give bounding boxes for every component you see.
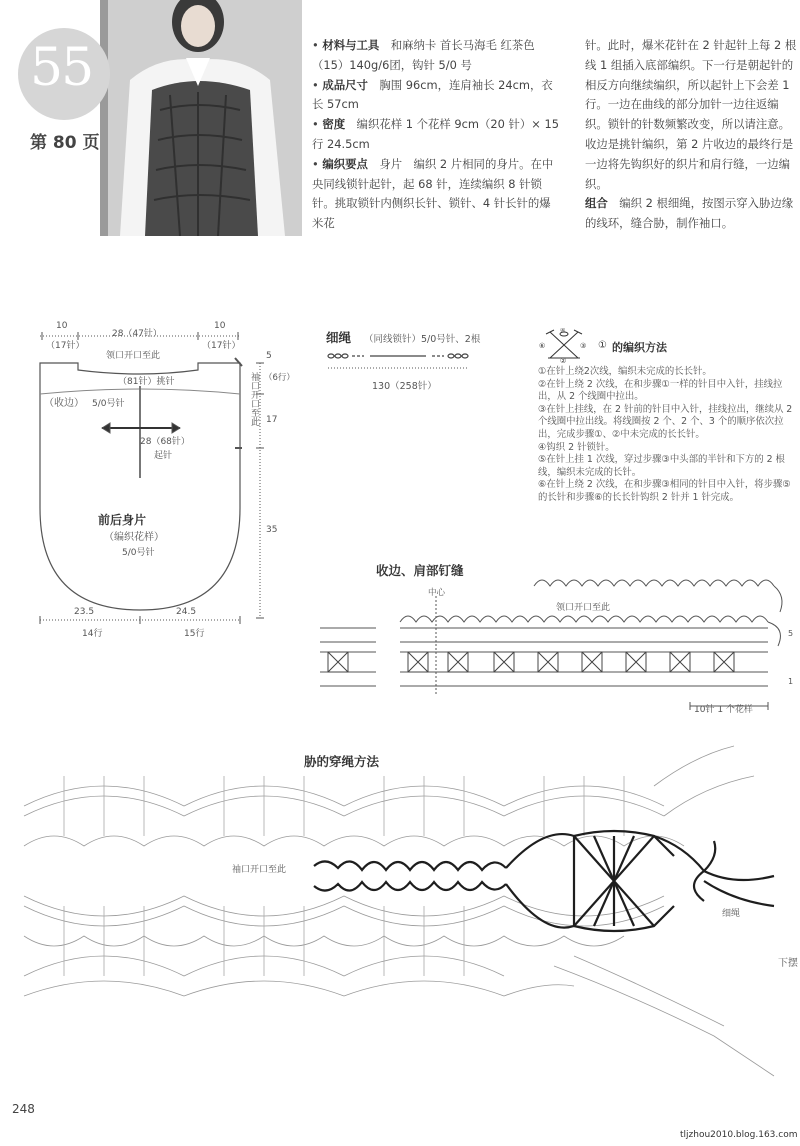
cord-spec: （同线锁针）5/0号针、2根 [364,334,481,345]
method-step: ⑥在针上绕 2 次线，在和步骤③相同的针目中入针，将步骤⑤的长针和步骤⑥的长长针钩织 2 针并 1 针完成。 [538,479,791,503]
knitting-points-cont: 针。此时，爆米花针在 2 针起针上每 2 根线 1 组插入底部编织。下一行是朝起针的相反方向继续编织，所以起针上下会差 1 行。一边在曲线的部分加针一边往返编织。锁针的针数频繁改变，所以请注意。收边是挑针编织，第 2 片收边的最终行是一边将先钩织好的织片和肩行缝，一边编织。 [585,38,797,191]
edge-label: （收边） [44,398,84,409]
bottom-left-dim: 23.5 [74,607,95,617]
right-dim-17: 17 [266,415,278,425]
edge-center-label: 中心 [428,588,446,598]
side-lacing-diagram [14,736,800,1096]
edge-diagram [316,556,800,716]
right-dim-35: 35 [266,525,278,535]
edge-diagram-title: 收边、肩部钉缝 [376,563,464,578]
neck-opening-label: 领口开口至此 [106,351,161,361]
cord-length: 130（258针） [372,381,437,392]
edge-neck-label: 领口开口至此 [556,603,611,613]
edge-repeat-label: 10针 1 个花样 [694,705,753,715]
cord-title: 细绳 [326,330,352,345]
piece-pattern: （编织花样） [104,532,164,543]
dim-top-right: 10 [214,321,226,331]
start-count: 28（68针） [140,437,190,447]
method-step: ⑤在针上挂 1 次线，穿过步骤③中头部的半针和下方的 2 根线，编织未完成的长针。 [538,454,785,478]
edge-row-5: 5 [788,629,794,638]
method-step: ②在针上绕 2 次线，在和步骤①一样的针目中入针，挂线拉出，从 2 个线圈中拉出。 [538,378,783,403]
svg-text:②: ② [560,357,567,364]
start-label: 起针 [154,451,173,461]
stitch-symbol [538,328,596,364]
method-title: 的编织方法 [612,341,667,354]
body-piece-diagram [30,318,310,658]
edge-row-1: 1 [788,677,794,686]
model-photo [100,0,302,236]
sts-top-left: （17针） [46,341,85,351]
cuff-opening-label: 袖口开口至此 [249,372,259,426]
method-steps [538,366,796,505]
watermark: tljzhou2010.blog.163.com [680,1130,798,1140]
svg-text:⑥: ⑥ [539,342,546,350]
side-hem-label: 下摆 [778,958,798,969]
dim-top-left: 10 [56,321,68,331]
bottom-left-rows: 14行 [82,629,103,639]
dim-top-mid: 28（47针） [112,329,162,339]
side-cord-label: 细绳 [722,909,741,919]
svg-text:④: ④ [560,328,566,334]
materials: • 材料与工具 和麻纳卡 首长马海毛 红茶色（15）140g/6团，钩针 5/0 号 [312,38,535,72]
method-step: ④钩织 2 针锁针。 [538,441,615,453]
bottom-right-rows: 15行 [184,629,205,639]
method-step: ①在针上绕2次线，编织未完成的长长针。 [538,366,712,377]
assembly: 组合 编织 2 根细绳，按图示穿入胁边缘的线环，缝合胁，制作袖口。 [585,196,794,231]
side-diagram-title: 胁的穿绳方法 [304,754,380,769]
cord-diagram [326,350,506,380]
right-dim-5: 5 [266,351,272,361]
model-photo-graphic [100,0,302,236]
sts-top-right: （17针） [202,341,241,351]
piece-hook: 5/0号针 [122,548,155,558]
page-number: 248 [12,1102,35,1116]
pickup-label: （81针）挑针 [118,377,175,387]
piece-title: 前后身片 [98,513,147,527]
side-cuff-label: 袖口开口至此 [232,865,287,875]
page-reference: 第 80 页 [30,133,100,153]
method-step: ③在针上挂线，在 2 针前的针目中入针，挂线拉出，继续从 2 个线圈中拉出线。将线圈按 2 个、2 个、3 个的顺序依次拉出，完成步骤①、②中未完成的长长针。 [538,403,793,440]
pattern-number: 55 [30,38,93,98]
description-column-2 [585,36,797,234]
right-dim-6: （6行） [264,373,295,383]
method-marker: ① [598,340,607,351]
description-column-1 [312,36,562,234]
finished-size: • 成品尺寸 胸围 96cm，连肩袖长 24cm，衣长 57cm [312,77,553,112]
svg-text:③: ③ [580,342,587,350]
knitting-points: • 编织要点 身片 编织 2 片相同的身片。在中央同线锁针起针，起 68 针，连续编织 8 针锁针。挑取锁针内侧织长针、锁针、4 针长针的爆米花 [312,156,554,231]
bottom-right-dim: 24.5 [176,607,197,617]
gauge: • 密度 编织花样 1 个花样 9cm（20 针）× 15 行 24.5cm [312,117,559,151]
edge-hook-label: 5/0号针 [92,399,125,409]
